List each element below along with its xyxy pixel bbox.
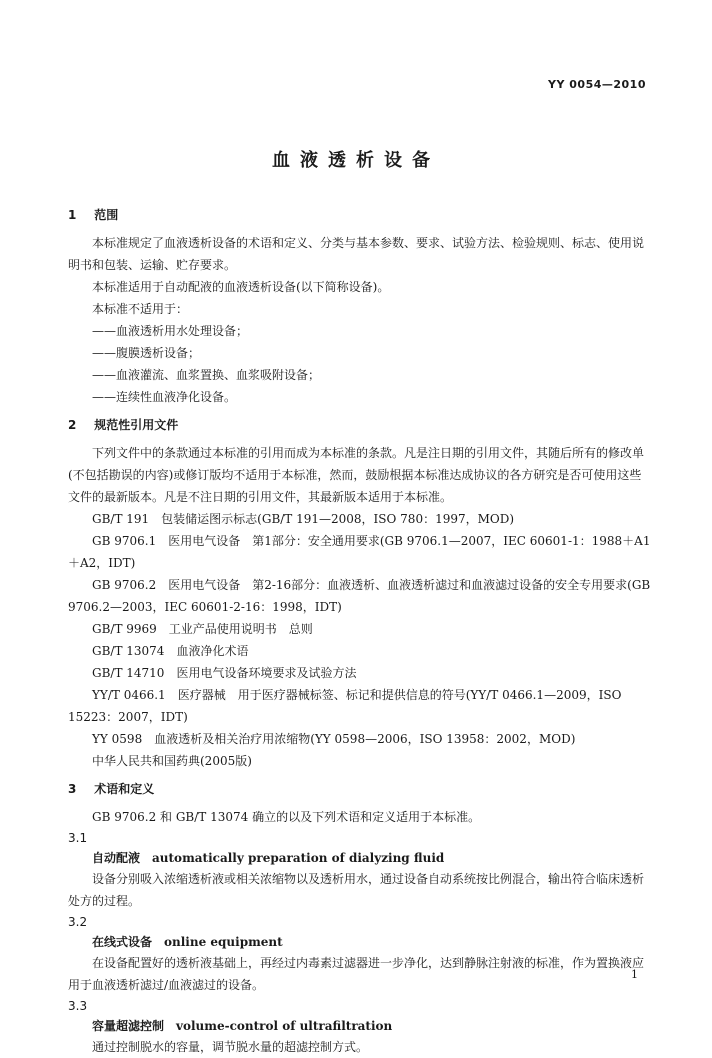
term-en: online equipment [164,935,283,949]
paragraph: 本标准不适用于： [92,302,189,316]
reference-item: GB/T 191 包装储运图示标志(GB/T 191—2008，ISO 780：1997，MOD) [92,512,515,526]
reference-item: YY 0598 血液透析及相关治疗用浓缩物(YY 0598—2006，ISO 13958：2002，MOD) [92,732,576,746]
section-number: 2 [68,418,77,432]
reference-item: GB 9706.2 医用电气设备 第2-16部分：血液透析、血液透析滤过和血液滤过设备的安全专用要求(GB 9706.2—2003，IEC 60601-2-16：1998，IDT) [68,578,651,614]
term-heading [68,848,652,868]
section-title: 规范性引用文件 [94,418,179,432]
reference-item: GB 9706.1 医用电气设备 第1部分：安全通用要求(GB 9706.1—2007，IEC 60601-1：1988＋A1＋A2，IDT) [68,534,651,570]
standard-code: YY 0054—2010 [548,78,646,91]
term-zh: 容量超滤控制 [92,1019,165,1033]
term-number: 3.1 [68,831,88,845]
section-heading [68,778,652,800]
section-number: 1 [68,208,77,222]
document-title: 血液透析设备 [272,150,440,171]
reference-item: GB/T 14710 医用电气设备环境要求及试验方法 [92,666,357,680]
list-item: ——血液灌流、血浆置换、血浆吸附设备； [92,368,321,382]
list-item: ——连续性血液净化设备。 [92,390,237,404]
term-heading [68,932,652,952]
reference-item: GB/T 9969 工业产品使用说明书 总则 [92,622,313,636]
term-zh: 在线式设备 [92,935,153,949]
paragraph: 本标准适用于自动配液的血液透析设备(以下简称设备)。 [92,280,390,294]
paragraph: GB 9706.2 和 GB/T 13074 确立的以及下列术语和定义适用于本标准。 [92,810,481,824]
reference-item: 中华人民共和国药典(2005版) [92,754,252,768]
paragraph: 本标准规定了血液透析设备的术语和定义、分类与基本参数、要求、试验方法、检验规则、标志、使用说明书和包装、运输、贮存要求。 [68,236,645,272]
term-definition: 在设备配置好的透析液基础上，再经过内毒素过滤器进一步净化，达到静脉注射液的标准，作为置换液应用于血液透析滤过/血液滤过的设备。 [68,956,645,992]
document-body [68,204,652,1058]
reference-item: GB/T 13074 血液净化术语 [92,644,249,658]
list-item: ——腹膜透析设备； [92,346,201,360]
section-title: 范围 [94,208,119,222]
section-heading [68,414,652,436]
section-number: 3 [68,782,77,796]
term-en: volume-control of ultrafiltration [176,1019,393,1033]
term-number: 3.3 [68,999,88,1013]
section-heading [68,204,652,226]
term-definition: 通过控制脱水的容量，调节脱水量的超滤控制方式。 [92,1040,369,1054]
page-number: 1 [631,968,638,981]
reference-item: YY/T 0466.1 医疗器械 用于医疗器械标签、标记和提供信息的符号(YY/T 0466.1—2009，ISO 15223：2007，IDT) [68,688,622,724]
term-heading [68,1016,652,1036]
paragraph: 下列文件中的条款通过本标准的引用而成为本标准的条款。凡是注日期的引用文件，其随后所有的修改单(不包括勘误的内容)或修订版均不适用于本标准，然而，鼓励根据本标准达成协议的各方研究是否可使用这些文件的最新版本。凡是不注日期的引用文件，其最新版本适用于本标准。 [68,446,645,504]
term-en: automatically preparation of dialyzing fluid [152,851,445,865]
section-title: 术语和定义 [94,782,155,796]
list-item: ——血液透析用水处理设备； [92,324,249,338]
term-zh: 自动配液 [92,851,141,865]
term-number: 3.2 [68,915,88,929]
term-definition: 设备分别吸入浓缩透析液或相关浓缩物以及透析用水，通过设备自动系统按比例混合，输出符合临床透析处方的过程。 [68,872,645,908]
